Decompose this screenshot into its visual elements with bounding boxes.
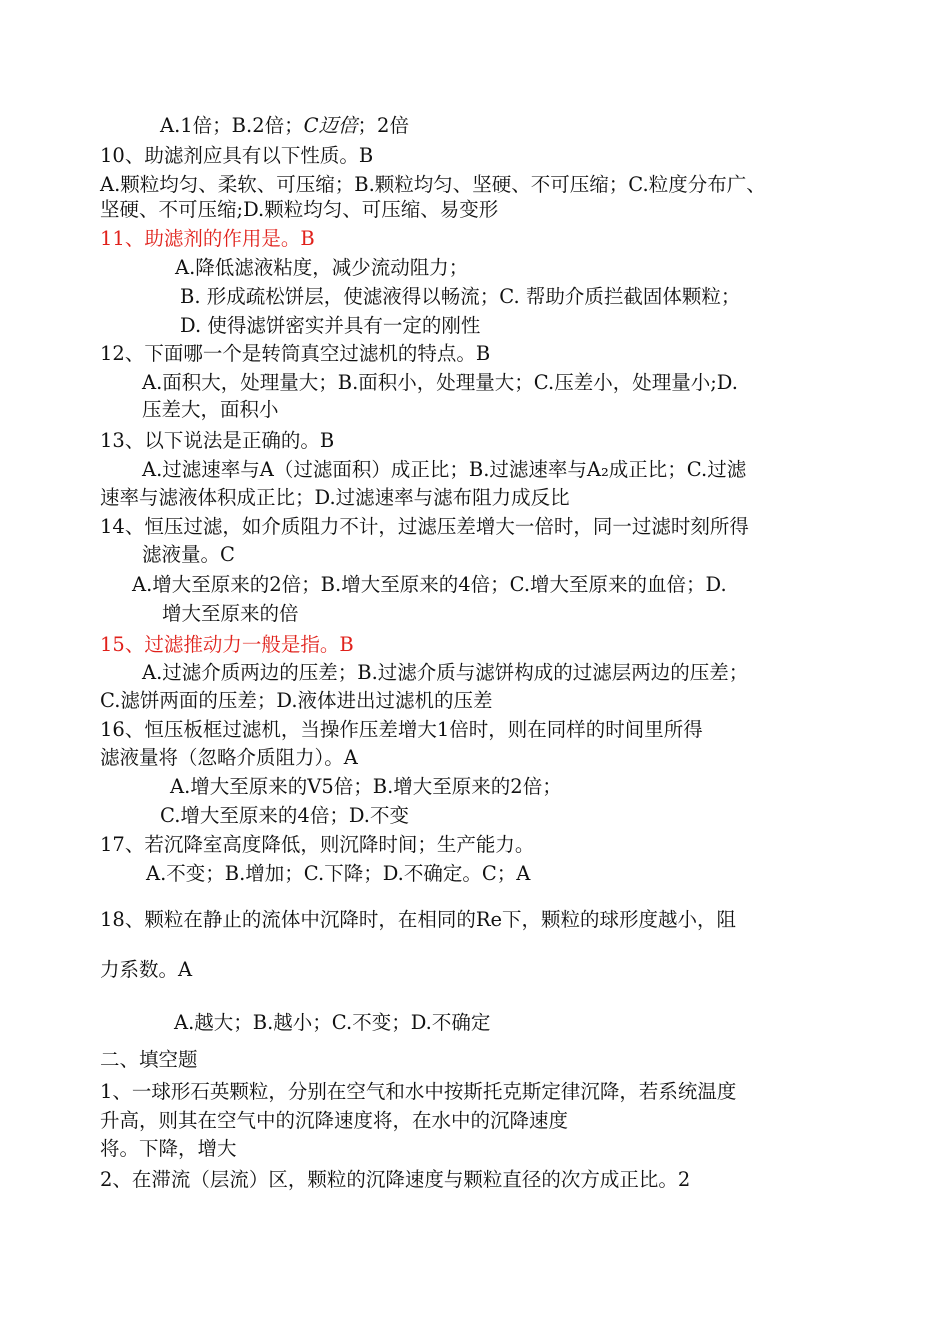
f1-question-line2: 升高，则其在空气中的沉降速度将，在水中的沉降速度 <box>100 1109 569 1132</box>
q11-option-bc: B. 形成疏松饼层，使滤液得以畅流；C. 帮助介质拦截固体颗粒； <box>180 285 741 308</box>
q11-question: 11、助滤剂的作用是。B <box>100 227 315 250</box>
f2-question: 2、在滞流（层流）区，颗粒的沉降速度与颗粒直径的次方成正比。2 <box>100 1168 691 1191</box>
f1-question-line1: 1、一球形石英颗粒，分别在空气和水中按斯托克斯定律沉降，若系统温度 <box>100 1080 737 1103</box>
q14-question-line1: 14、恒压过滤，如介质阻力不计，过滤压差增大一倍时，同一过滤时刻所得 <box>100 515 749 538</box>
q18-options: A.越大；B.越小；C.不变；D.不确定 <box>174 1011 491 1034</box>
q10-options-line1: A.颗粒均匀、柔软、可压缩；B.颗粒均匀、坚硬、不可压缩；C.粒度分布广、 <box>100 173 766 196</box>
q13-question: 13、以下说法是正确的。B <box>100 429 335 452</box>
q13-options-line2: 速率与滤液体积成正比；D.过滤速率与滤布阻力成反比 <box>100 486 570 509</box>
q11-option-d: D. 使得滤饼密实并具有一定的刚性 <box>180 314 481 337</box>
q11-option-a: A.降低滤液粘度，减少流动阻力； <box>175 256 469 279</box>
q10-options-line2: 坚硬、不可压缩;D.颗粒均匀、可压缩、易变形 <box>100 198 499 221</box>
q12-options-line1: A.面积大，处理量大；B.面积小，处理量大；C.压差小，处理量小;D. <box>142 371 738 394</box>
q14-options-line1: A.增大至原来的2倍；B.增大至原来的4倍；C.增大至原来的血倍；D. <box>132 573 727 596</box>
q13-options-line1: A.过滤速率与A（过滤面积）成正比；B.过滤速率与A₂成正比；C.过滤 <box>142 458 747 481</box>
section-heading-fill-in: 二、填空题 <box>100 1048 198 1071</box>
q15-options-line2: C.滤饼两面的压差；D.液体进出过滤机的压差 <box>100 689 493 712</box>
q10-question: 10、助滤剂应具有以下性质。B <box>100 144 374 167</box>
q9-option-text: A.1倍；B.2倍； <box>160 114 304 137</box>
q15-question: 15、过滤推动力一般是指。B <box>100 633 354 656</box>
q16-options-line2: C.增大至原来的4倍；D.不变 <box>160 804 409 827</box>
q9-option-italic: C迈倍 <box>303 114 358 137</box>
q9-options-line <box>160 114 409 138</box>
q17-question: 17、若沉降室高度降低，则沉降时间；生产能力。 <box>100 833 535 856</box>
q18-question-line1: 18、颗粒在静止的流体中沉降时，在相同的Re下，颗粒的球形度越小，阻 <box>100 908 737 931</box>
f1-question-line3: 将。下降，增大 <box>100 1137 237 1160</box>
q14-question-line2: 滤液量。C <box>142 543 235 566</box>
q18-question-line2: 力系数。A <box>100 958 193 981</box>
q15-options-line1: A.过滤介质两边的压差；B.过滤介质与滤饼构成的过滤层两边的压差； <box>142 661 749 684</box>
q14-options-line2: 增大至原来的倍 <box>162 602 299 625</box>
q16-question-line1: 16、恒压板框过滤机，当操作压差增大1倍时，则在同样的时间里所得 <box>100 718 703 741</box>
q17-options: A.不变；B.增加；C.下降；D.不确定。C；A <box>146 862 531 885</box>
q9-option-tail: ；2倍 <box>357 114 409 137</box>
q16-question-line2: 滤液量将（忽略介质阻力）。A <box>100 746 358 769</box>
q16-options-line1: A.增大至原来的V5倍；B.增大至原来的2倍； <box>170 775 562 798</box>
q12-options-line2: 压差大，面积小 <box>142 398 279 421</box>
q12-question: 12、下面哪一个是转筒真空过滤机的特点。B <box>100 342 491 365</box>
